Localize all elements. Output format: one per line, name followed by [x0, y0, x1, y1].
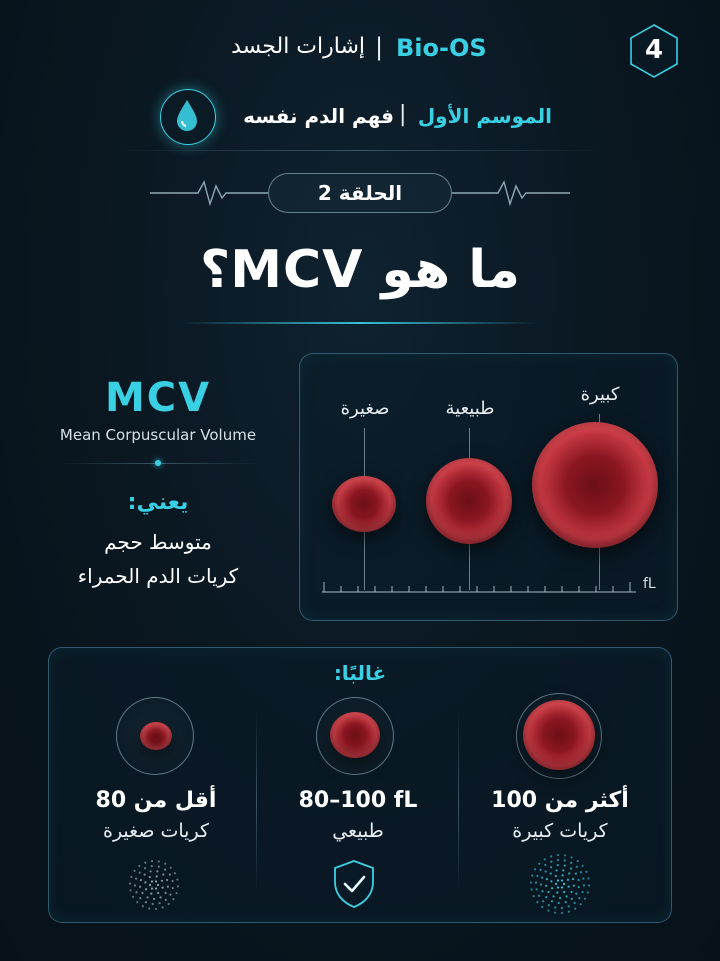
normal-range-desc: طبيعي — [332, 820, 384, 842]
season-title: فهم الدم نفسه — [243, 104, 394, 128]
high-range-value: أكثر من 100 — [491, 788, 629, 813]
season-label: الموسم الأول — [417, 104, 552, 128]
size-ruler — [320, 574, 640, 598]
series-name: إشارات الجسد — [231, 34, 365, 59]
red-blood-cell-normal-range — [330, 712, 380, 758]
blood-drop-icon-circle — [160, 89, 216, 145]
blood-drop-icon — [159, 88, 215, 144]
red-blood-cell-small-range — [140, 722, 172, 750]
red-blood-cell-large — [532, 422, 658, 548]
heartbeat-line-left — [150, 176, 268, 210]
meaning-line-1: متوسط حجم — [104, 530, 212, 554]
particle-dots-icon-right — [528, 852, 592, 916]
red-blood-cell-large-range — [523, 700, 595, 770]
brand-separator: | — [375, 33, 384, 61]
title-underline — [180, 322, 540, 324]
ruler-unit: fL — [643, 576, 656, 592]
label-large: كبيرة — [580, 384, 620, 405]
low-range-value: أقل من 80 — [95, 788, 217, 813]
high-range-desc: كريات كبيرة — [512, 820, 608, 842]
header-divider — [110, 150, 610, 151]
particle-dots-icon-left — [124, 855, 184, 915]
red-blood-cell-normal — [426, 458, 512, 544]
ranges-heading: غالبًا: — [333, 661, 387, 685]
low-range-desc: كريات صغيرة — [102, 820, 209, 842]
label-normal: طبيعية — [445, 398, 495, 419]
heartbeat-line-right — [452, 176, 570, 210]
meaning-line-2: كريات الدم الحمراء — [77, 564, 239, 588]
page-title: ما هو MCV؟ — [200, 240, 520, 300]
episode-pill — [268, 173, 452, 213]
column-divider-right — [458, 712, 459, 892]
episode-label: الحلقة 2 — [317, 181, 403, 205]
normal-range-value: 80–100 fL — [298, 788, 418, 813]
divider-dot — [155, 460, 161, 466]
mcv-abbreviation: MCV — [104, 375, 212, 421]
brand-name: Bio-OS — [396, 34, 487, 62]
means-label: يعني: — [127, 490, 189, 515]
season-separator: | — [399, 102, 407, 127]
red-blood-cell-small — [332, 476, 396, 532]
episode-badge-number: 4 — [644, 35, 664, 65]
column-divider-left — [256, 712, 257, 892]
mcv-full-name: Mean Corpuscular Volume — [59, 426, 257, 444]
label-small: صغيرة — [340, 398, 390, 419]
shield-check-icon — [330, 858, 378, 910]
